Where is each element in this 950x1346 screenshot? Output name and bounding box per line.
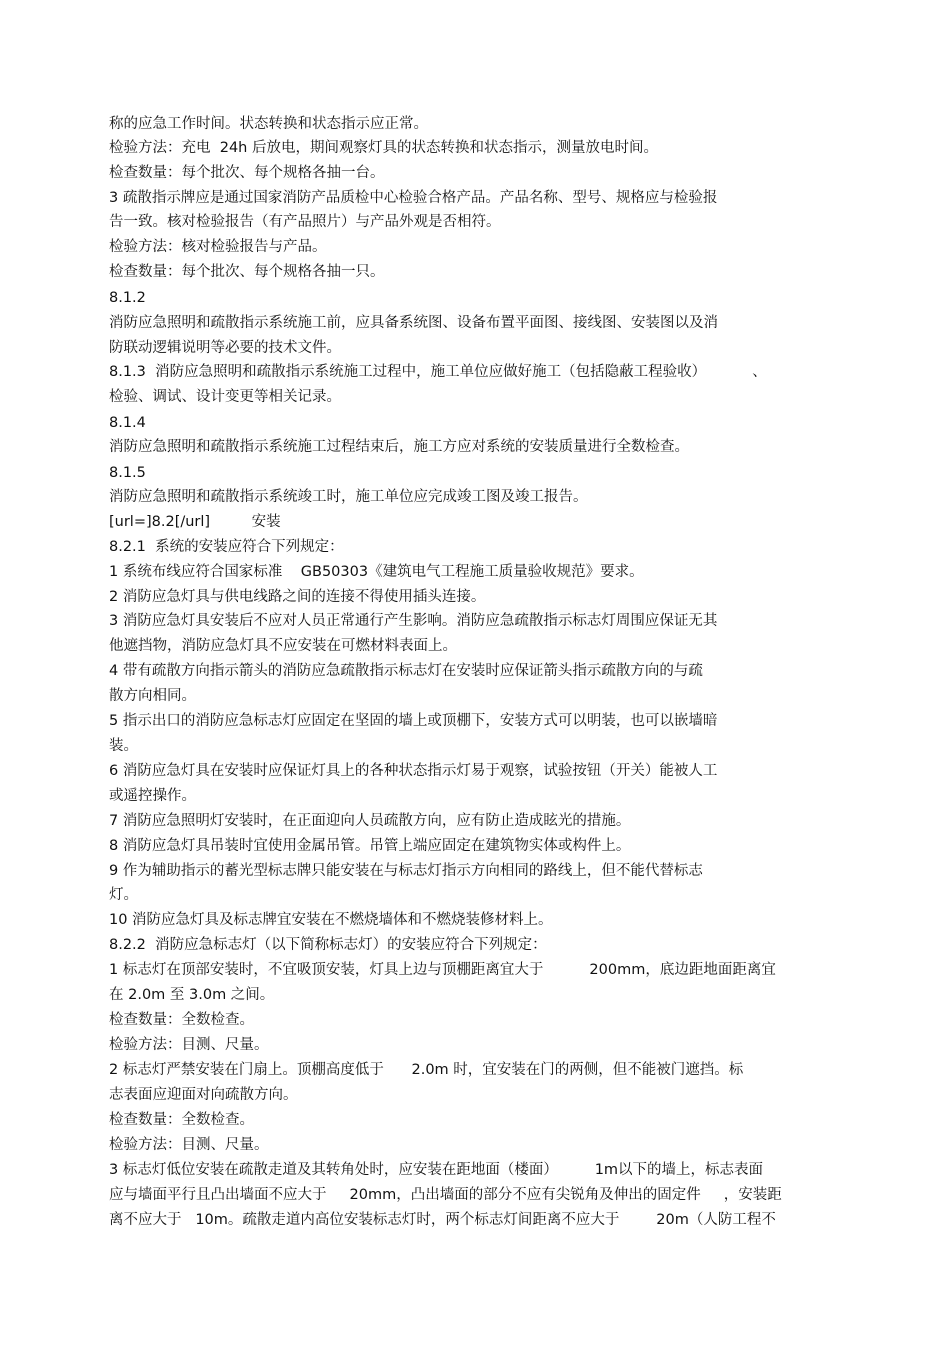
section-number: 8.1.4 — [109, 415, 146, 431]
text-line: 称的应急工作时间。状态转换和状态指示应正常。 — [109, 116, 428, 132]
text-line: 1 系统布线应符合国家标准 GB50303《建筑电气工程施工质量验收规范》要求。 — [109, 564, 644, 580]
text-line: 3 标志灯低位安装在疏散走道及其转角处时，应安装在距地面（楼面） 1m以下的墙上，标志表面 — [109, 1162, 764, 1178]
text-line: 防联动逻辑说明等必要的技术文件。 — [109, 340, 341, 356]
text-line: 8.2.1 系统的安装应符合下列规定： — [109, 539, 344, 555]
text-line: 消防应急照明和疏散指示系统施工前，应具备系统图、设备布置平面图、接线图、安装图以及消 — [109, 315, 718, 331]
text-line: 检验方法：目测、尺量。 — [109, 1137, 269, 1153]
section-number: 8.1.5 — [109, 465, 146, 481]
text-line: 消防应急照明和疏散指示系统施工过程结束后，施工方应对系统的安装质量进行全数检查。 — [109, 439, 689, 455]
text-line: 离不应大于 10m。疏散走道内高位安装标志灯时，两个标志灯间距离不应大于 20m（人防工程不 — [109, 1212, 776, 1228]
text-line: 8 消防应急灯具吊装时宜使用金属吊管。吊管上端应固定在建筑物实体或构件上。 — [109, 838, 631, 854]
text-line: 或遥控操作。 — [109, 788, 196, 804]
text-line: 消防应急照明和疏散指示系统竣工时，施工单位应完成竣工图及竣工报告。 — [109, 489, 588, 505]
text-line: 应与墙面平行且凸出墙面不应大于 20mm，凸出墙面的部分不应有尖锐角及伸出的固定件 ，安装距 — [109, 1187, 782, 1203]
text-line: 5 指示出口的消防应急标志灯应固定在坚固的墙上或顶棚下，安装方式可以明装，也可以嵌墙暗 — [109, 713, 718, 729]
text-line: 1 标志灯在顶部安装时，不宜吸顶安装，灯具上边与顶棚距离宜大于 200mm，底边距地面距离宜 — [109, 962, 776, 978]
text-line: 8.1.3 消防应急照明和疏散指示系统施工过程中，施工单位应做好施工（包括隐蔽工程验收） 、 — [109, 364, 767, 380]
text-line: 2 消防应急灯具与供电线路之间的连接不得使用插头连接。 — [109, 589, 486, 605]
text-line: 检查数量：全数检查。 — [109, 1112, 254, 1128]
text-line: 3 疏散指示牌应是通过国家消防产品质检中心检验合格产品。产品名称、型号、规格应与检验报 — [109, 190, 718, 206]
text-line: 7 消防应急照明灯安装时，在正面迎向人员疏散方向，应有防止造成眩光的措施。 — [109, 813, 631, 829]
text-line: 检查数量：每个批次、每个规格各抽一只。 — [109, 264, 385, 280]
text-line: 2 标志灯严禁安装在门扇上。顶棚高度低于 2.0m 时，宜安装在门的两侧，但不能被门遮挡。标 — [109, 1062, 744, 1078]
text-line: 检验方法：目测、尺量。 — [109, 1037, 269, 1053]
text-line: 检验方法：充电 24h 后放电，期间观察灯具的状态转换和状态指示，测量放电时间。 — [109, 140, 658, 156]
text-line: 检查数量：每个批次、每个规格各抽一台。 — [109, 165, 385, 181]
text-line: 检验、调试、设计变更等相关记录。 — [109, 389, 341, 405]
section-heading: [url=]8.2[/url] 安装 — [109, 514, 281, 530]
text-line: 检验方法：核对检验报告与产品。 — [109, 239, 327, 255]
text-line: 10 消防应急灯具及标志牌宜安装在不燃烧墙体和不燃烧装修材料上。 — [109, 912, 553, 928]
text-line: 在 2.0m 至 3.0m 之间。 — [109, 987, 275, 1003]
text-line: 装。 — [109, 738, 138, 754]
text-line: 散方向相同。 — [109, 688, 196, 704]
text-line: 9 作为辅助指示的蓄光型标志牌只能安装在与标志灯指示方向相同的路线上，但不能代替标志 — [109, 863, 703, 879]
section-number: 8.1.2 — [109, 290, 146, 306]
text-line: 6 消防应急灯具在安装时应保证灯具上的各种状态指示灯易于观察，试验按钮（开关）能被人工 — [109, 763, 718, 779]
text-line: 他遮挡物，消防应急灯具不应安装在可燃材料表面上。 — [109, 638, 457, 654]
text-line: 告一致。核对检验报告（有产品照片）与产品外观是否相符。 — [109, 214, 501, 230]
text-line: 3 消防应急灯具安装后不应对人员正常通行产生影响。消防应急疏散指示标志灯周围应保证无其 — [109, 613, 718, 629]
text-line: 4 带有疏散方向指示箭头的消防应急疏散指示标志灯在安装时应保证箭头指示疏散方向的与疏 — [109, 663, 703, 679]
text-line: 志表面应迎面对向疏散方向。 — [109, 1087, 298, 1103]
text-line: 8.2.2 消防应急标志灯（以下简称标志灯）的安装应符合下列规定： — [109, 937, 547, 953]
text-line: 检查数量：全数检查。 — [109, 1012, 254, 1028]
text-line: 灯。 — [109, 887, 138, 903]
